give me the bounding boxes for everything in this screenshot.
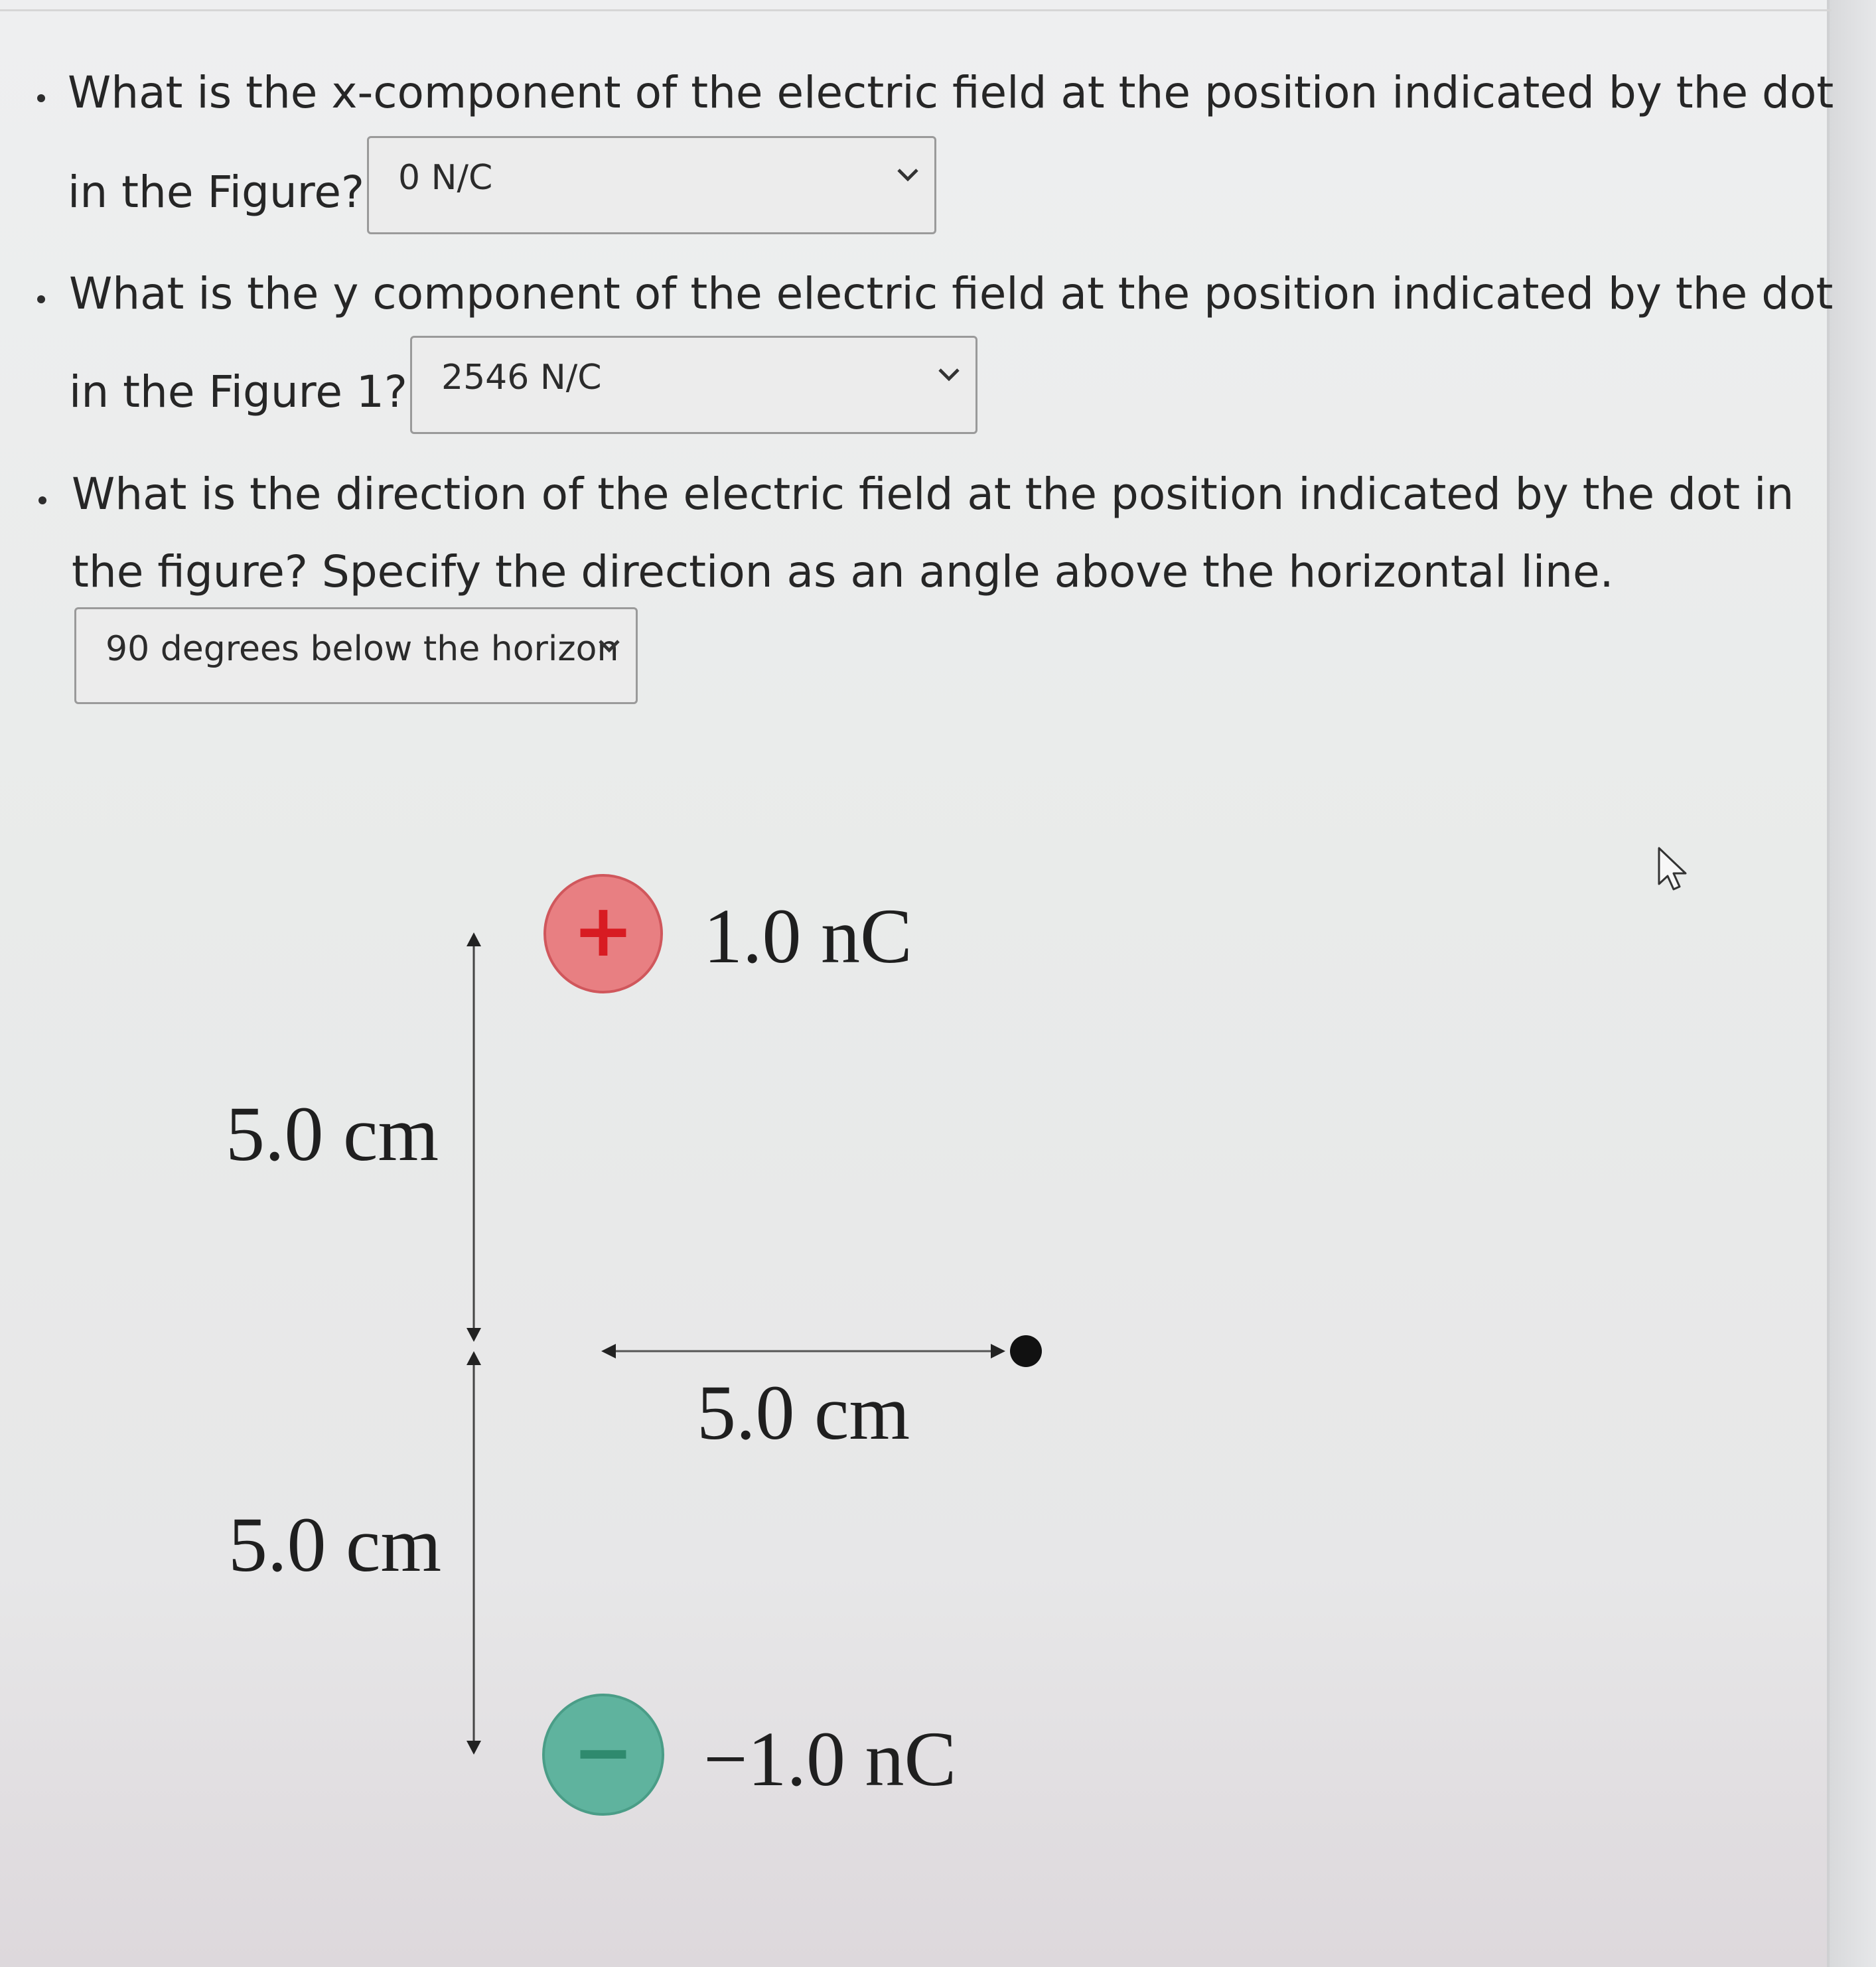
question-2-line-2: in the Figure 1?: [69, 366, 407, 417]
question-3-line-2: the figure? Specify the direction as an angle above the horizontal line.: [72, 546, 1614, 597]
horizontal-arrowhead-left: [601, 1344, 616, 1358]
negative-charge-label: −1.0 nC: [703, 1715, 957, 1802]
chevron-down-icon: [933, 358, 965, 390]
field-point-dot: [1010, 1335, 1042, 1367]
charge-figure: [0, 796, 1832, 1858]
x-component-dropdown[interactable]: [367, 136, 936, 234]
lower-distance-label: 5.0 cm: [228, 1501, 442, 1588]
upper-arrowhead-top: [467, 932, 481, 946]
y-component-dropdown[interactable]: [410, 336, 977, 434]
question-3-line-1: What is the direction of the electric field at the position indicated by the dot in: [72, 469, 1794, 520]
lower-arrowhead-top: [467, 1351, 481, 1365]
pointer-cursor-icon: [1659, 848, 1686, 889]
horizontal-arrowhead-right: [991, 1344, 1005, 1358]
scroll-panel-edge: [1827, 0, 1876, 1967]
negative-charge-symbol: −: [572, 1710, 634, 1794]
bullet-2: [37, 295, 45, 303]
bullet-3: [38, 496, 46, 504]
horizontal-distance-label: 5.0 cm: [697, 1369, 910, 1456]
question-2-line-1: What is the y component of the electric field at the position indicated by the dot: [69, 268, 1834, 319]
direction-selected-value: 90 degrees below the horizon: [106, 629, 619, 669]
lower-arrowhead-bottom: [467, 1741, 481, 1755]
x-component-selected-value: 0 N/C: [398, 158, 493, 198]
question-1-line-2: in the Figure?: [68, 167, 364, 218]
question-1-line-1: What is the x-component of the electric field at the position indicated by the dot: [68, 67, 1834, 118]
upper-arrowhead-bottom: [467, 1328, 481, 1342]
top-divider: [0, 9, 1832, 11]
y-component-selected-value: 2546 N/C: [441, 358, 602, 398]
bullet-1: [37, 94, 45, 102]
positive-charge-symbol: +: [572, 888, 634, 973]
direction-dropdown[interactable]: [74, 607, 638, 704]
positive-charge-label: 1.0 nC: [703, 893, 912, 980]
chevron-down-icon: [593, 629, 625, 661]
upper-distance-label: 5.0 cm: [226, 1090, 439, 1177]
chevron-down-icon: [892, 158, 924, 190]
